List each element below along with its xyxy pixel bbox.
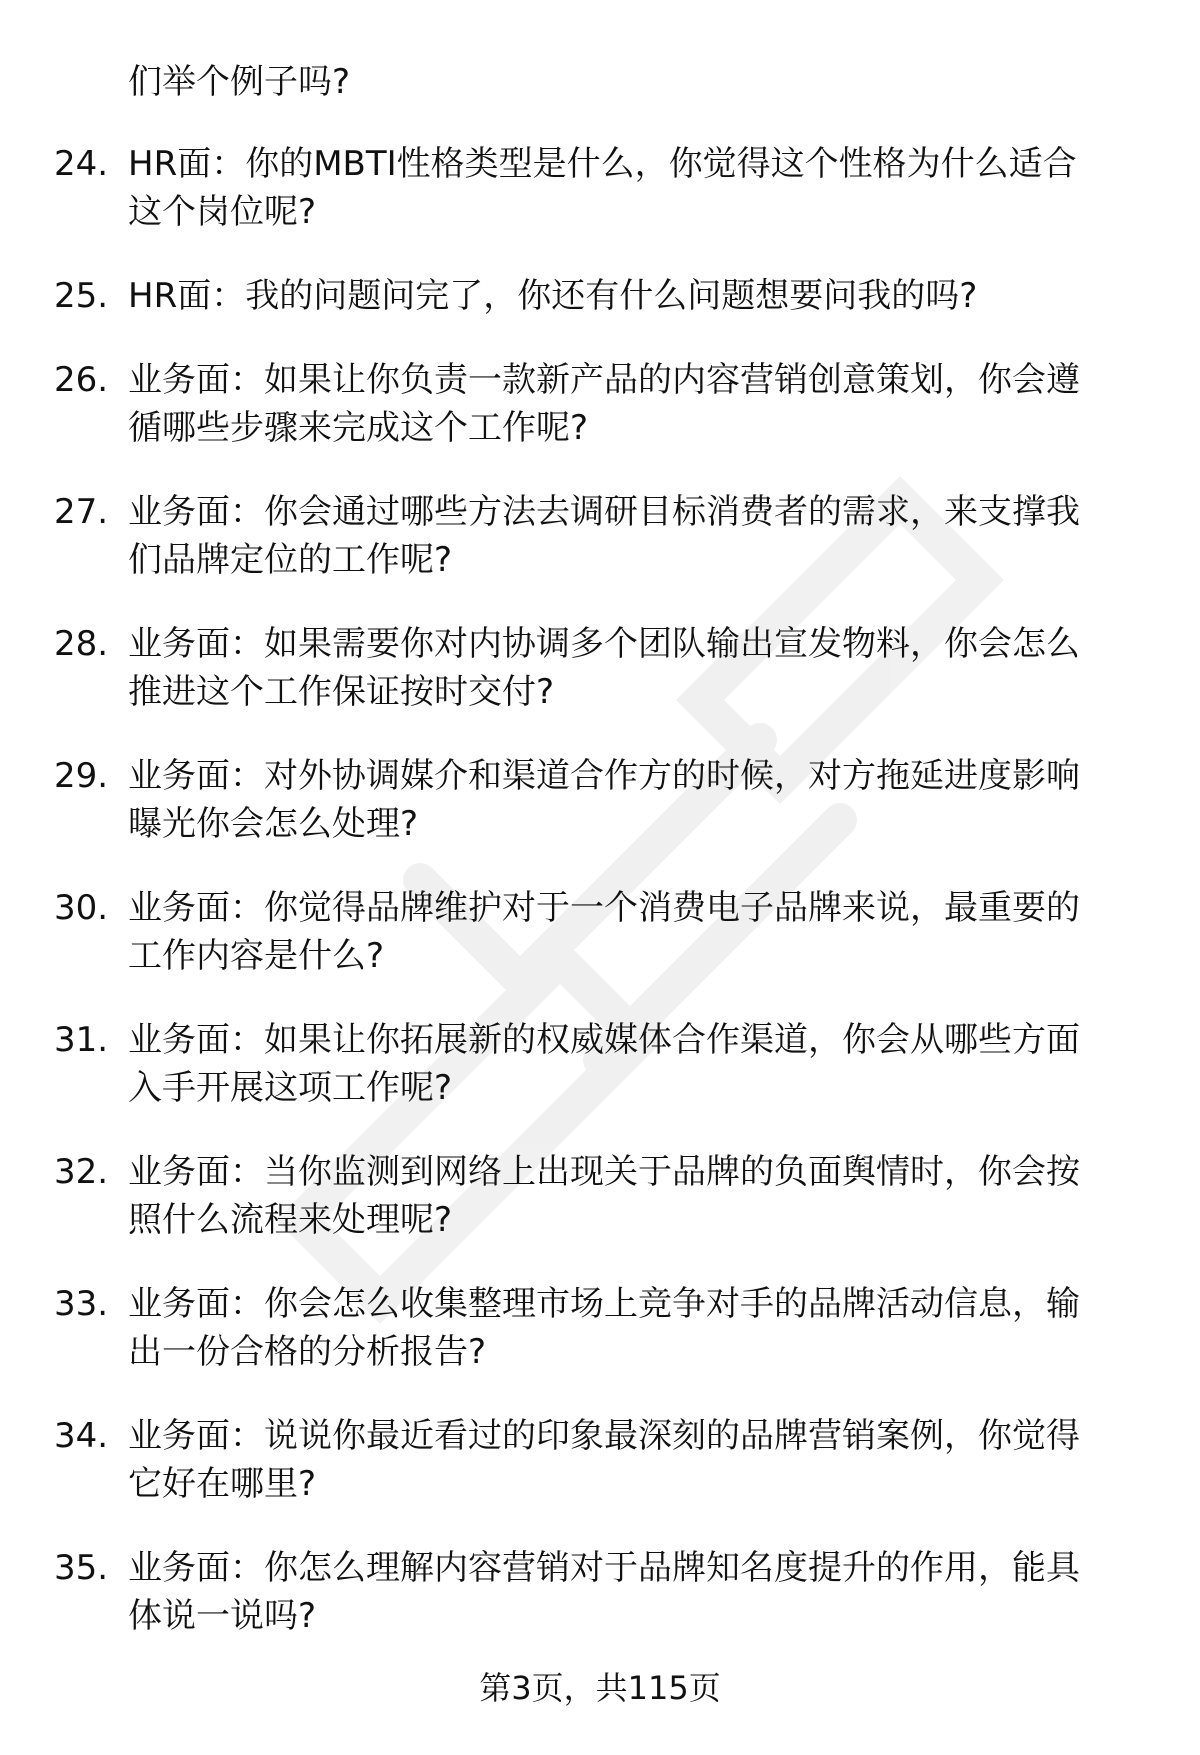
question-line: 体说一说吗? bbox=[128, 1596, 317, 1636]
question-line: 循哪些步骤来完成这个工作呢? bbox=[128, 408, 589, 448]
question-item bbox=[0, 272, 1200, 320]
question-item bbox=[0, 1280, 1200, 1376]
question-number: 33. bbox=[54, 1284, 109, 1324]
question-number: 25. bbox=[54, 276, 109, 316]
question-item bbox=[0, 1148, 1200, 1244]
question-line: 这个岗位呢? bbox=[128, 192, 317, 232]
continuation-text: 们举个例子吗? bbox=[128, 62, 351, 102]
question-line: 出一份合格的分析报告? bbox=[128, 1332, 487, 1372]
question-number: 28. bbox=[54, 624, 109, 664]
question-item bbox=[0, 140, 1200, 236]
question-line: 工作内容是什么? bbox=[128, 936, 385, 976]
question-line: 业务面：如果需要你对内协调多个团队输出宣发物料，你会怎么 bbox=[128, 624, 1080, 664]
question-number: 26. bbox=[54, 360, 109, 400]
question-line: 业务面：如果让你负责一款新产品的内容营销创意策划，你会遵 bbox=[128, 360, 1080, 400]
question-line: 照什么流程来处理呢? bbox=[128, 1200, 453, 1240]
question-list bbox=[0, 140, 1200, 1676]
question-line: 们品牌定位的工作呢? bbox=[128, 540, 453, 580]
question-item bbox=[0, 1016, 1200, 1112]
question-line: 业务面：你怎么理解内容营销对于品牌知名度提升的作用，能具 bbox=[128, 1548, 1080, 1588]
question-line: 业务面：你会怎么收集整理市场上竞争对手的品牌活动信息，输 bbox=[128, 1284, 1080, 1324]
question-number: 30. bbox=[54, 888, 109, 928]
question-number: 35. bbox=[54, 1548, 109, 1588]
question-line: 它好在哪里? bbox=[128, 1464, 317, 1504]
question-line: HR面：我的问题问完了，你还有什么问题想要问我的吗? bbox=[128, 276, 978, 316]
question-item bbox=[0, 884, 1200, 980]
question-item bbox=[0, 488, 1200, 584]
question-item bbox=[0, 356, 1200, 452]
question-line: 业务面：当你监测到网络上出现关于品牌的负面舆情时，你会按 bbox=[128, 1152, 1080, 1192]
question-number: 29. bbox=[54, 756, 109, 796]
question-item bbox=[0, 1412, 1200, 1508]
question-line: HR面：你的MBTI性格类型是什么，你觉得这个性格为什么适合 bbox=[128, 144, 1077, 184]
question-line: 业务面：如果让你拓展新的权威媒体合作渠道，你会从哪些方面 bbox=[128, 1020, 1080, 1060]
question-line: 业务面：你觉得品牌维护对于一个消费电子品牌来说，最重要的 bbox=[128, 888, 1080, 928]
question-line: 业务面：对外协调媒介和渠道合作方的时候，对方拖延进度影响 bbox=[128, 756, 1080, 796]
question-number: 34. bbox=[54, 1416, 109, 1456]
question-line: 业务面：你会通过哪些方法去调研目标消费者的需求，来支撑我 bbox=[128, 492, 1080, 532]
page-number-footer: 第3页，共115页 bbox=[479, 1669, 721, 1707]
question-number: 32. bbox=[54, 1152, 109, 1192]
question-line: 推进这个工作保证按时交付? bbox=[128, 672, 555, 712]
question-item bbox=[0, 1544, 1200, 1640]
question-item bbox=[0, 752, 1200, 848]
question-line: 曝光你会怎么处理? bbox=[128, 804, 419, 844]
question-number: 24. bbox=[54, 144, 109, 184]
question-line: 业务面：说说你最近看过的印象最深刻的品牌营销案例，你觉得 bbox=[128, 1416, 1080, 1456]
question-number: 31. bbox=[54, 1020, 109, 1060]
question-line: 入手开展这项工作呢? bbox=[128, 1068, 453, 1108]
question-item bbox=[0, 620, 1200, 716]
question-number: 27. bbox=[54, 492, 109, 532]
